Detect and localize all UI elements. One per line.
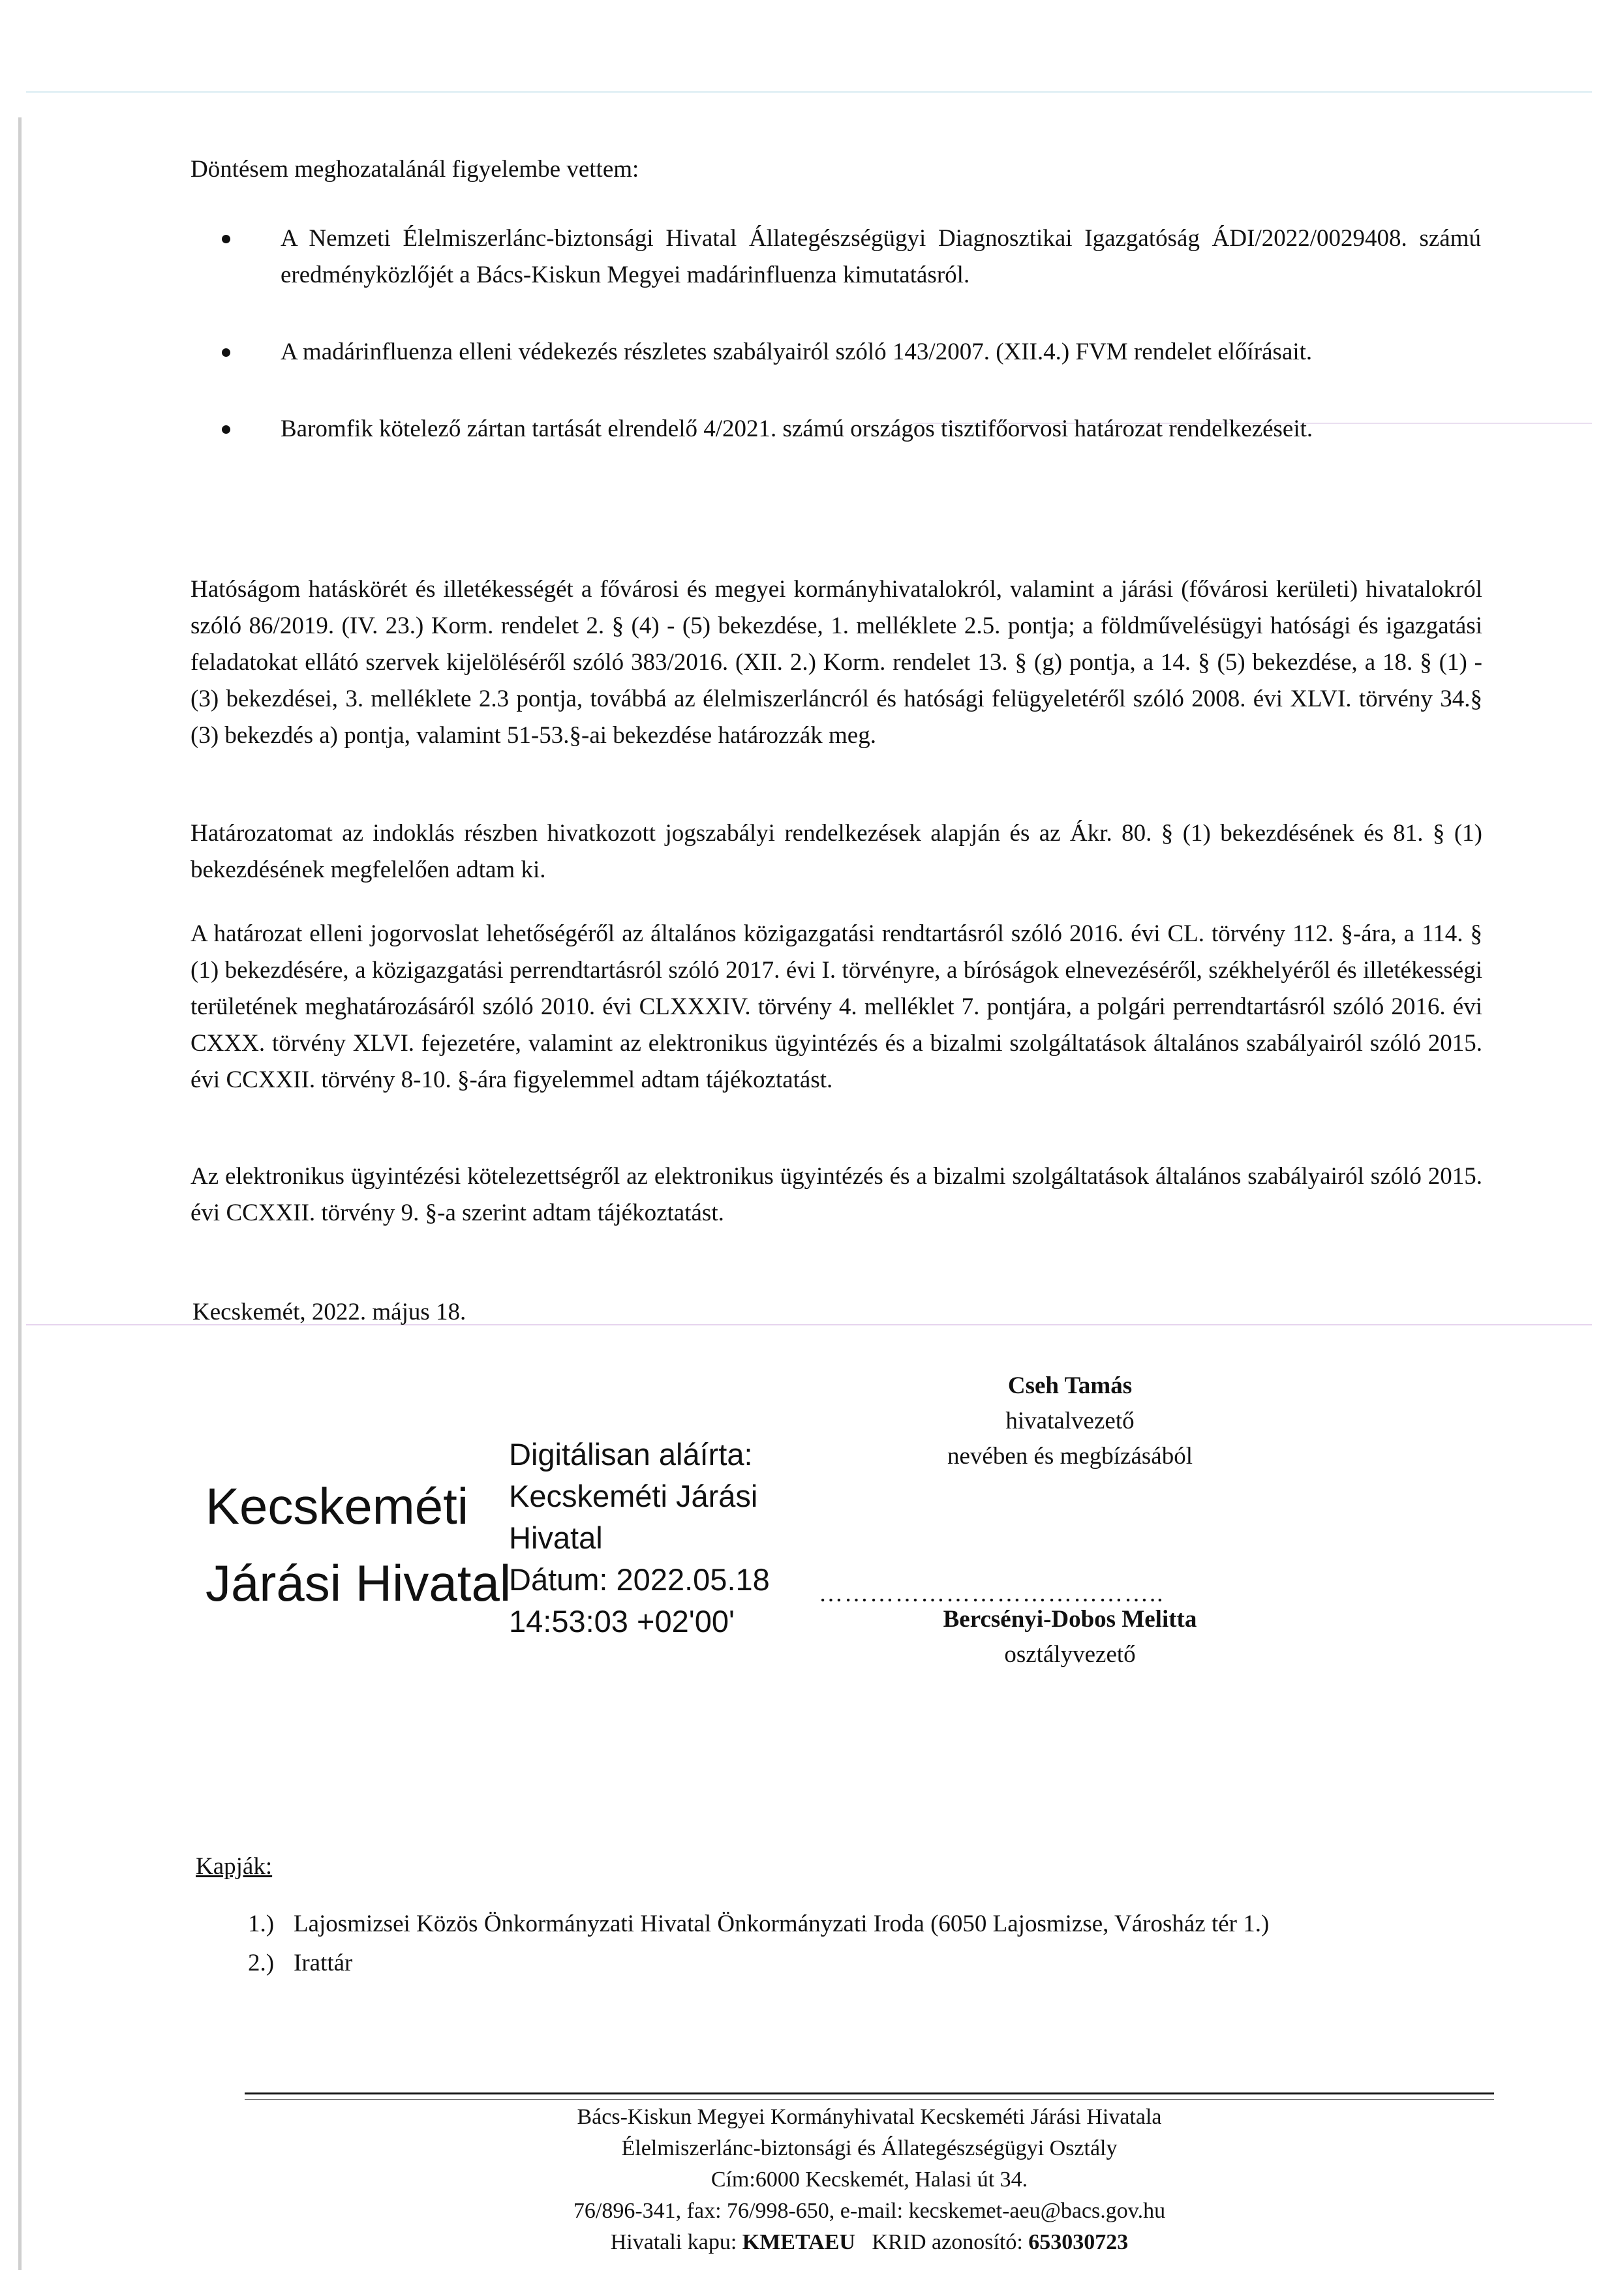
recipients-heading: Kapják: — [196, 1853, 273, 1880]
paragraph-decision-basis: Határozatomat az indoklás részben hivatkozott jogszabályi rendelkezések alapján és az Ákr. 80. § (1) bekezdésének és 81. § (1) bekezdésének megfelelően adtam ki. — [191, 820, 1482, 883]
deputy-title: osztályvezető — [1004, 1641, 1136, 1668]
scan-line-top — [26, 91, 1592, 93]
paragraph-legal-remedy: A határozat elleni jogorvoslat lehetőségéről az általános közigazgatási rendtartásról szóló 2016. évi CL. törvény 112. §-ára, a 114. § (1) bekezdésére, a közigazgatási perrendtartásról szóló 2017. évi I. törvényre, a bíróságok elnevezéséről, székhelyéről és illetékességi területének meghatározásáról szóló 2010. évi CLXXXIV. törvény 4. melléklet 7. pontjára, a polgári perrendtartásról szóló 2016. évi CXXX. törvény XLVI. fejezetére, valamint az elektronikus ügyintézés és a bizalmi szolgáltatások általános szabályairól szóló 2015. évi CCXXII. törvény 8-10. §-ára figyelemmel adtam tájékoztatást. — [191, 920, 1482, 1093]
digital-signature-info: Digitálisan aláírta: Kecskeméti Járási Hivatal Dátum: 2022.05.18 14:53:03 +02'00' — [509, 1437, 770, 1639]
footer: Bács-Kiskun Megyei Kormányhivatal Kecskeméti Járási Hivatala Élelmiszerlánc-biztonsági és Állategészségügyi Osztály Cím:6000 Kecskemét, Halasi út 34. 76/896-341, fax: 76/998-650, e-mail: kecskemet-aeu@bacs.gov.hu Hivatali kapu: KMETAEU KRID azonosító: 653030723 — [245, 2102, 1494, 2258]
bullet-icon — [222, 235, 230, 243]
deputy-block — [802, 1602, 1337, 1672]
signer-title: hivatalvezető — [1005, 1408, 1135, 1434]
recipients-list — [248, 1905, 1269, 1983]
footer-ids: Hivatali kapu: KMETAEU KRID azonosító: 653030723 — [610, 2230, 1129, 2254]
digital-signature-org: Kecskeméti Járási Hivatal — [206, 1477, 511, 1612]
list-item: A madárinfluenza elleni védekezés részletes szabályairól szóló 143/2007. (XII.4.) FVM rendelet előírásait. — [222, 334, 1481, 370]
paragraph-authority: Hatóságom hatáskörét és illetékességét a fővárosi és megyei kormányhivatalokról, valamint a járási (fővárosi kerületi) hivatalokról szóló 86/2019. (IV. 23.) Korm. rendelet 2. § (4) - (5) bekezdése, 1. melléklete 2.5. pontja; a földművelésügyi hatósági és igazgatási feladatokat ellátó szervek kijelöléséről szóló 383/2016. (XII. 2.) Korm. rendelet 13. § (g) pontja, a 14. § (5) bekezdése, a 18. § (1) - (3) bekezdései, 3. melléklete 2.3 pontja, továbbá az élelmiszerláncról és hatósági felügyeletéről szóló 2008. évi XLVI. törvény 34.§ (3) bekezdés a) pontja, valamint 51-53.§-ai bekezdése határozzák meg. — [191, 576, 1482, 749]
footer-divider-thin — [245, 2099, 1494, 2100]
signer-name: Cseh Tamás — [1007, 1372, 1133, 1399]
deputy-name: Bercsényi-Dobos Melitta — [943, 1606, 1197, 1633]
scan-left-edge — [18, 117, 22, 2270]
signer-block — [802, 1368, 1337, 1474]
paragraph-electronic: Az elektronikus ügyintézési kötelezettségről az elektronikus ügyintézés és a bizalmi szolgáltatások általános szabályairól szóló 2015. évi CCXXII. törvény 9. §-a szerint adtam tájékoztatást. — [191, 1163, 1482, 1226]
signer-on-behalf: nevében és megbízásából — [947, 1443, 1193, 1470]
list-item: 1.) Lajosmizsei Közös Önkormányzati Hivatal Önkormányzati Iroda (6050 Lajosmizse, Városház tér 1.) — [248, 1911, 1270, 1937]
list-item: Baromfik kötelező zártan tartását elrendelő 4/2021. számú országos tisztifőorvosi határozat rendelkezéseit. — [222, 411, 1481, 447]
considerations-list — [222, 220, 1481, 488]
bullet-icon — [222, 425, 230, 434]
intro-text: Döntésem meghozatalánál figyelembe vettem: — [191, 156, 639, 183]
date-place: Kecskemét, 2022. május 18. — [192, 1299, 466, 1325]
list-item: 2.) Irattár — [248, 1950, 353, 1976]
list-item: A Nemzeti Élelmiszerlánc-biztonsági Hivatal Állategészségügyi Diagnosztikai Igazgatóság ÁDI/2022/0029408. számú eredményközlőjét a Bács-Kiskun Megyei madárinfluenza kimutatásról. — [222, 220, 1481, 294]
bullet-icon — [222, 348, 230, 357]
signature-dotted-line: ………………………………….. — [819, 1580, 1165, 1607]
footer-divider — [245, 2092, 1494, 2094]
